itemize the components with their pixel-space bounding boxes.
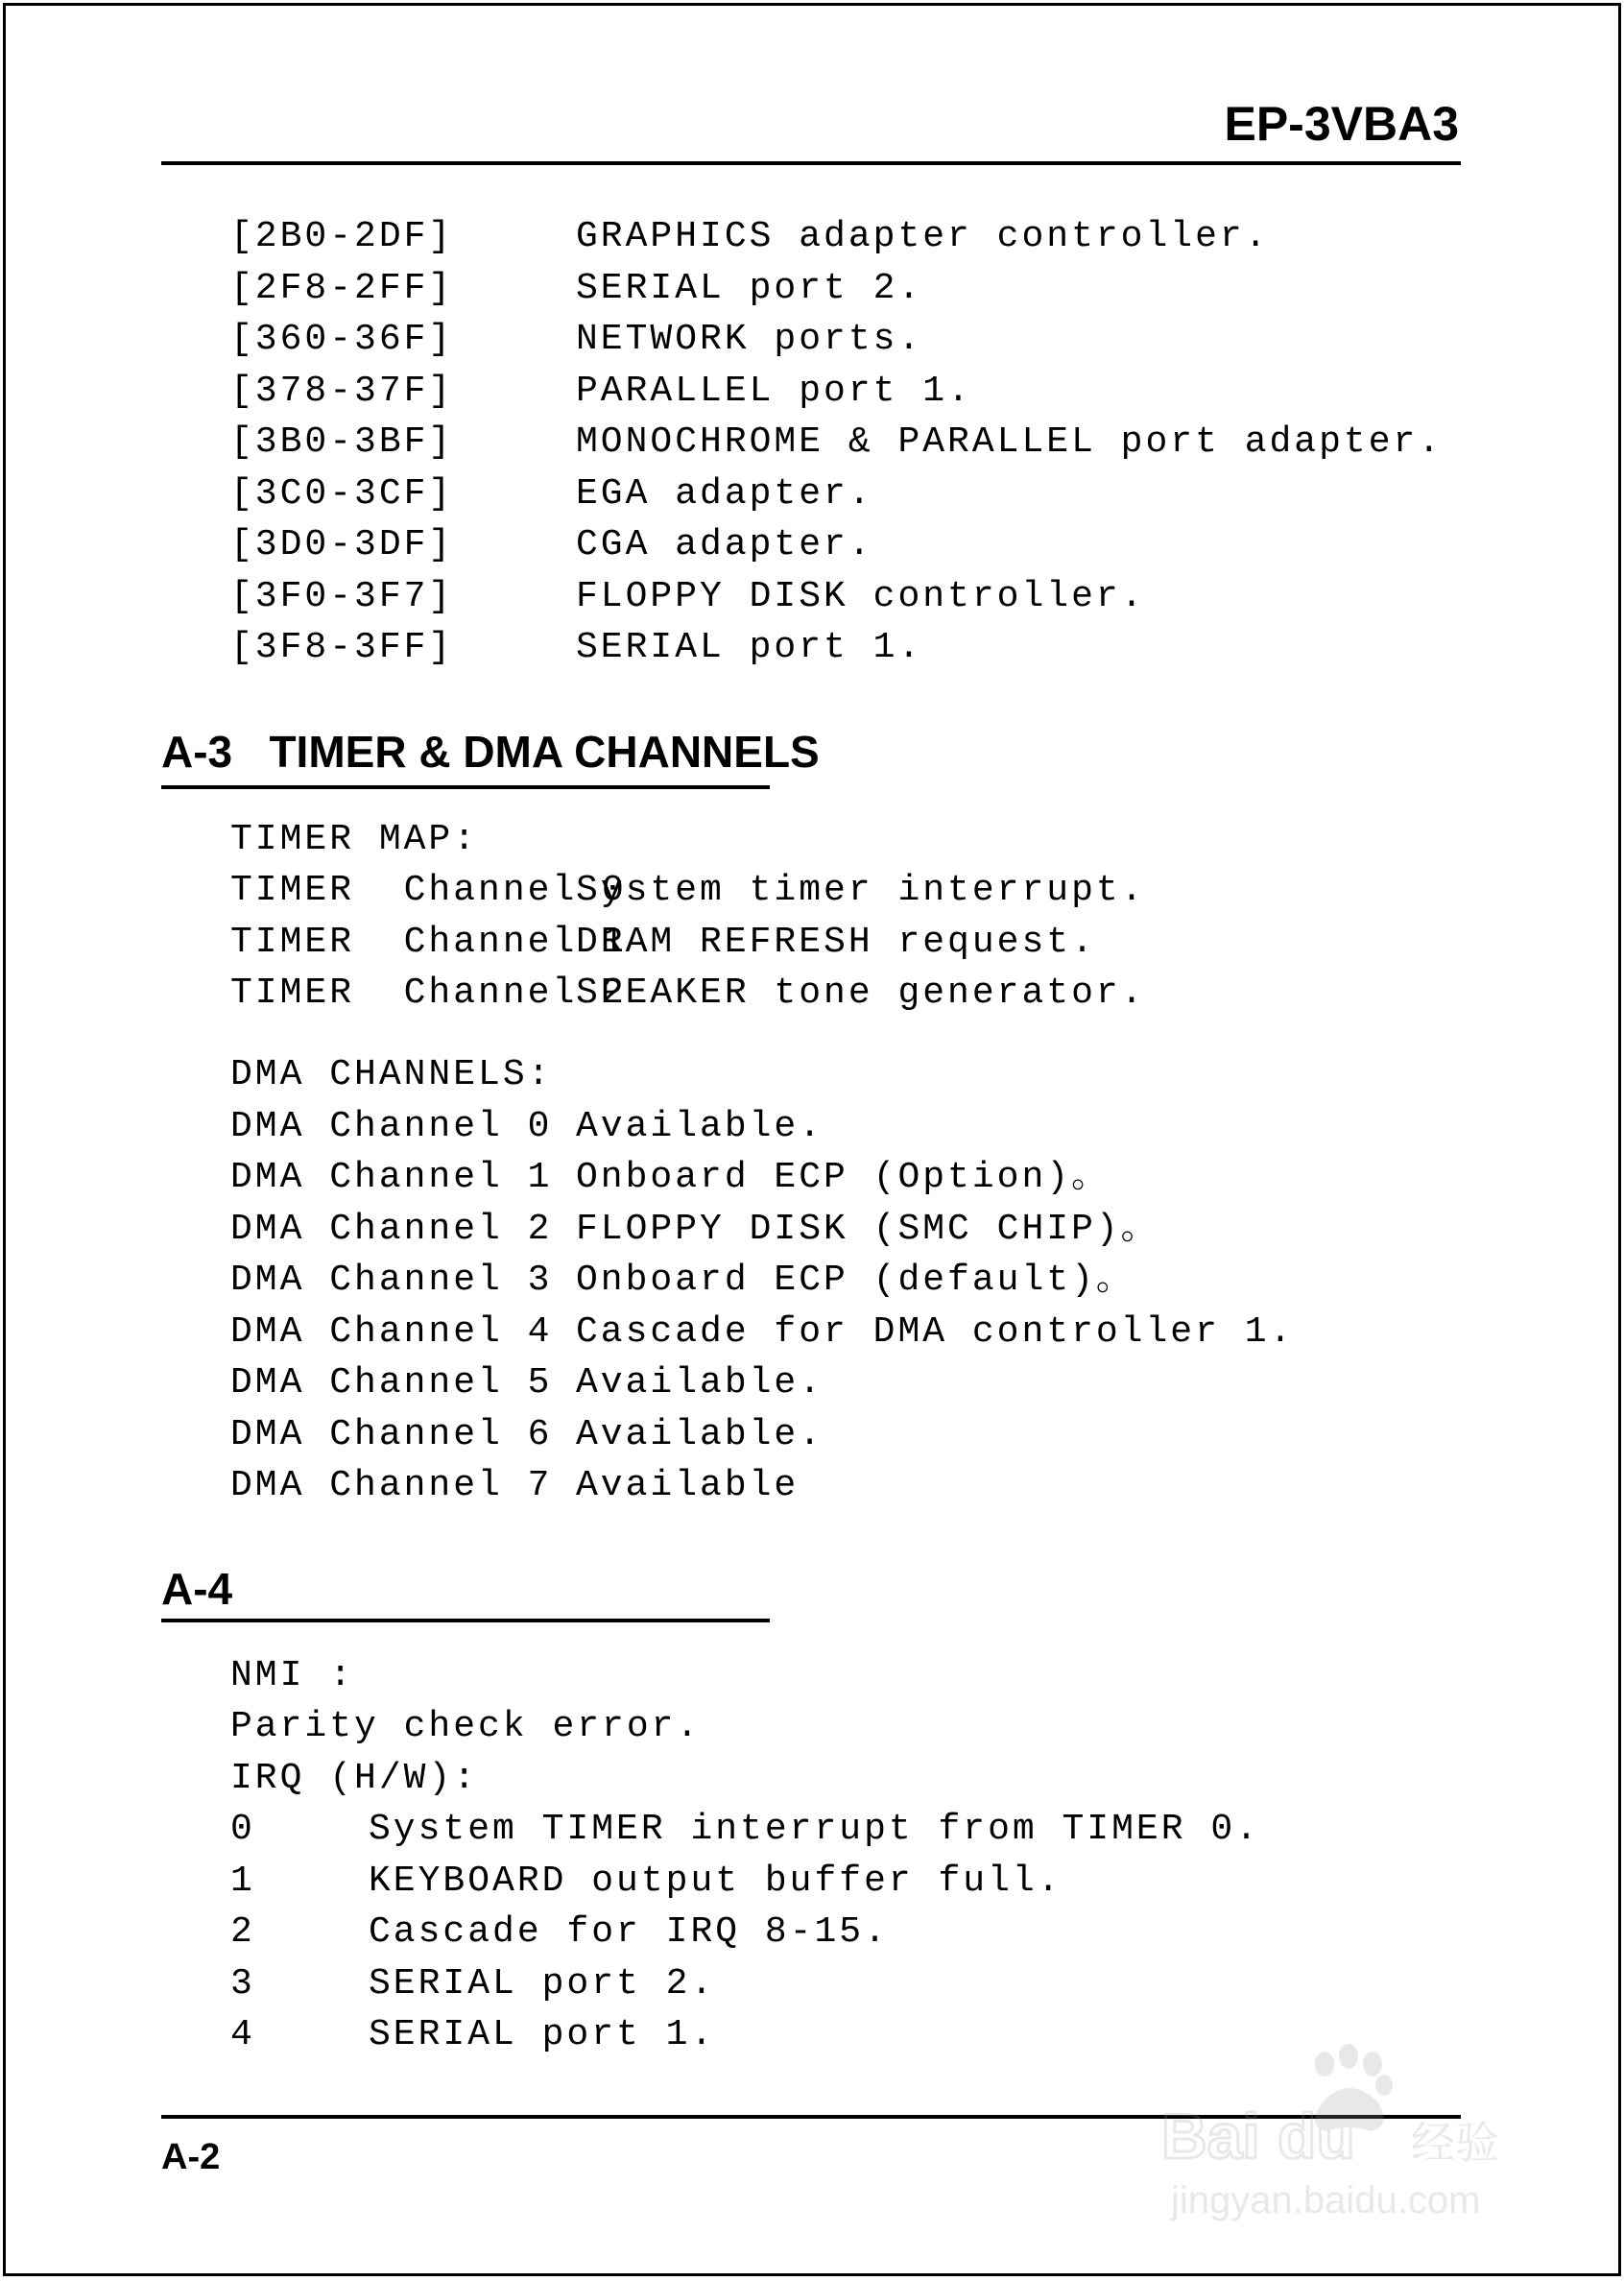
baidu-watermark-logo [1152,2035,1536,2227]
irq-description: SERIAL port 2. [369,1963,716,2005]
dma-description: Onboard ECP (default)。 [576,1260,1135,1301]
io-address: [3D0-3DF] [230,524,454,565]
dma-description: FLOPPY DISK (SMC CHIP)。 [576,1209,1160,1250]
timer-map-heading: TIMER MAP: [230,819,479,860]
timer-channel: TIMER Channel 2 [230,972,627,1014]
irq-description: Cascade for IRQ 8-15. [369,1911,889,1953]
io-description: SERIAL port 1. [576,627,923,668]
dma-channel: DMA Channel 5 [230,1362,553,1404]
irq-number: 4 [230,2014,255,2055]
svg-text:经验: 经验 [1411,2117,1499,2169]
nmi-label: NMI : [230,1655,355,1696]
irq-heading: IRQ (H/W): [230,1758,479,1799]
irq-number: 3 [230,1963,255,2005]
dma-channel: DMA Channel 7 [230,1465,553,1506]
svg-text:jingyan.baidu.com: jingyan.baidu.com [1171,2179,1481,2221]
io-description: CGA adapter. [576,524,873,565]
dma-channel: DMA Channel 1 [230,1157,553,1198]
dma-description: Available. [576,1106,824,1147]
dma-description: Onboard ECP (Option)。 [576,1157,1111,1198]
irq-number: 2 [230,1911,255,1953]
dma-description: Available [576,1465,800,1506]
irq-description: KEYBOARD output buffer full. [369,1861,1063,1902]
section-a4-rule [161,1619,770,1622]
io-description: MONOCHROME & PARALLEL port adapter. [576,421,1444,463]
page-number: A-2 [161,2137,221,2177]
irq-description: SERIAL port 1. [369,2014,716,2055]
dma-channel: DMA Channel 4 [230,1311,553,1353]
io-address: [2F8-2FF] [230,268,454,309]
section-a3-title: A-3 TIMER & DMA CHANNELS [161,727,820,777]
io-description: NETWORK ports. [576,319,923,360]
io-description: GRAPHICS adapter controller. [576,216,1270,257]
timer-channel: TIMER Channel 1 [230,922,627,963]
svg-text:Bai du: Bai du [1161,2101,1355,2172]
io-address: [3F0-3F7] [230,576,454,617]
io-address: [3C0-3CF] [230,473,454,515]
timer-description: SPEAKER tone generator. [576,972,1146,1014]
timer-description: DRAM REFRESH request. [576,922,1096,963]
section-a4-title: A-4 [161,1564,233,1614]
timer-channel: TIMER Channel 0 [230,870,627,911]
io-description: FLOPPY DISK controller. [576,576,1146,617]
io-address: [378-37F] [230,371,454,412]
io-address: [3B0-3BF] [230,421,454,463]
dma-channel: DMA Channel 3 [230,1260,553,1301]
io-address: [3F8-3FF] [230,627,454,668]
irq-description: System TIMER interrupt from TIMER 0. [369,1809,1260,1850]
io-description: PARALLEL port 1. [576,371,972,412]
header-title: EP-3VBA3 [1224,97,1459,151]
header-rule [161,161,1461,165]
dma-description: Cascade for DMA controller 1. [576,1311,1295,1353]
dma-channel: DMA Channel 0 [230,1106,553,1147]
timer-description: System timer interrupt. [576,870,1146,911]
dma-description: Available. [576,1362,824,1404]
dma-channels-heading: DMA CHANNELS: [230,1054,553,1095]
dma-channel: DMA Channel 2 [230,1209,553,1250]
dma-description: Available. [576,1414,824,1455]
irq-number: 0 [230,1809,255,1850]
io-description: EGA adapter. [576,473,873,515]
io-address: [2B0-2DF] [230,216,454,257]
section-a3-rule [161,785,770,789]
io-address: [360-36F] [230,319,454,360]
irq-number: 1 [230,1861,255,1902]
dma-channel: DMA Channel 6 [230,1414,553,1455]
io-description: SERIAL port 2. [576,268,923,309]
nmi-description: Parity check error. [230,1706,702,1747]
